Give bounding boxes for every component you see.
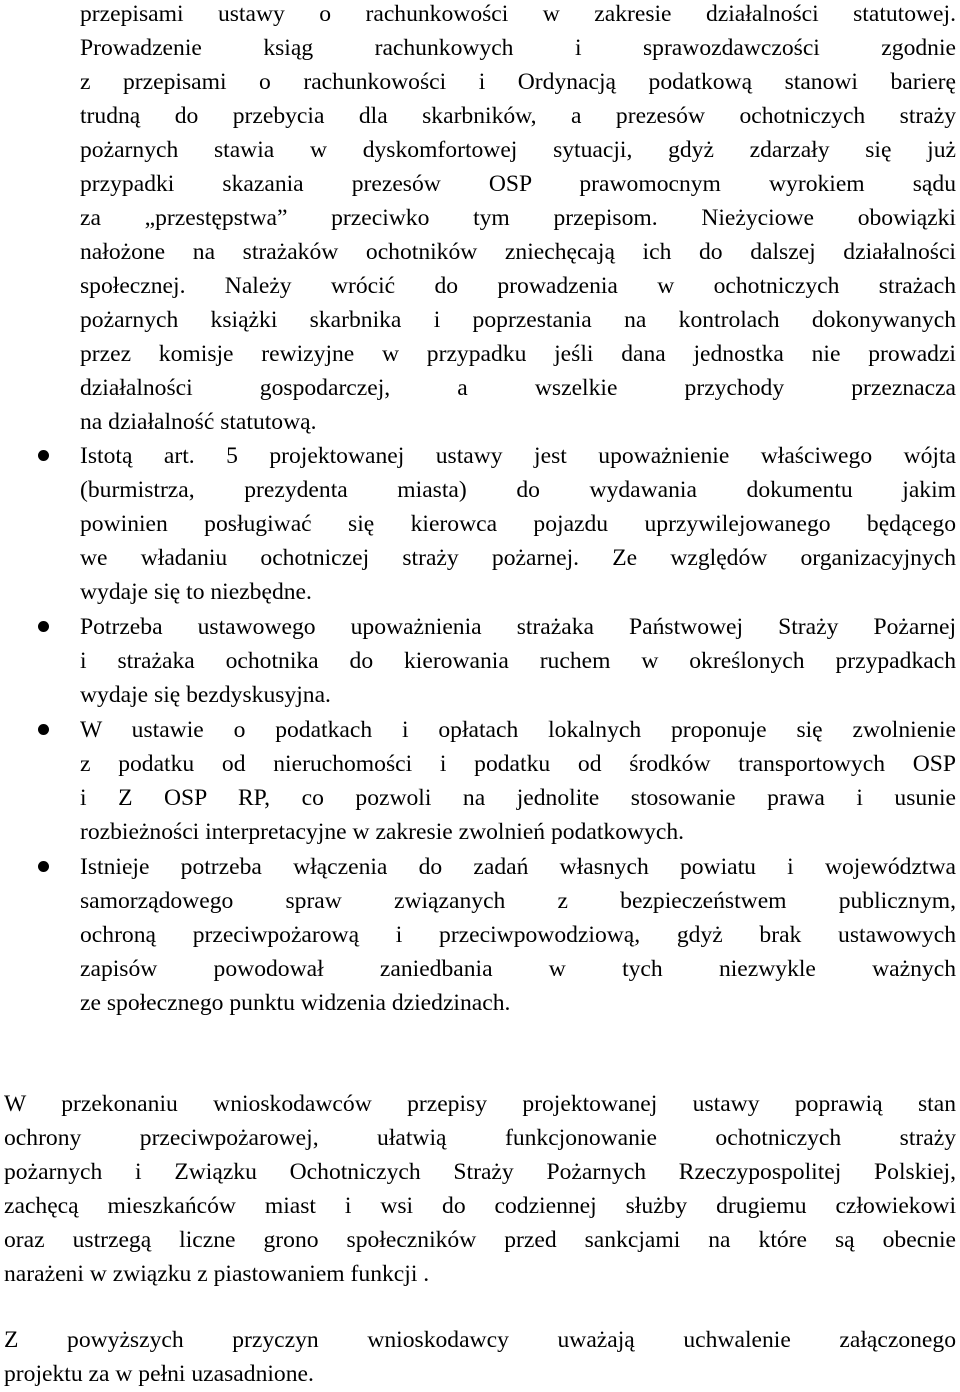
bullet-line: Istotą art. 5 projektowanej ustawy jest upoważnienie właściwego wójta [80, 443, 956, 469]
bullet-line: wydaje się to niezbędne. [80, 579, 312, 605]
paragraph-line: trudną do przebycia dla skarbników, a prezesów ochotniczych straży [80, 103, 956, 129]
bullet-line: powinien posługiwać się kierowca pojazdu uprzywilejowanego będącego [80, 511, 956, 537]
paragraph-line: Prowadzenie ksiąg rachunkowych i sprawozdawczości zgodnie [80, 35, 956, 61]
paragraph-line: za „przestępstwa” przeciwko tym przepisom. Nieżyciowe obowiązki [80, 205, 956, 231]
paragraph-line: z przepisami o rachunkowości i Ordynacją podatkową stanowi barierę [80, 69, 956, 95]
bullet-icon [38, 450, 49, 461]
paragraph-line: pożarnych książki skarbnika i poprzestania na kontrolach dokonywanych [80, 307, 956, 333]
bullet-line: i Z OSP RP, co pozwoli na jednolite stosowanie prawa i usunie [80, 785, 956, 811]
bullet-line: Potrzeba ustawowego upoważnienia strażaka Państwowej Straży Pożarnej [80, 614, 956, 640]
paragraph-line: Z powyższych przyczyn wnioskodawcy uważają uchwalenie załączonego [4, 1327, 956, 1353]
paragraph-line: narażeni w związku z piastowaniem funkcji . [4, 1261, 430, 1287]
paragraph-line: przypadki skazania prezesów OSP prawomocnym wyrokiem sądu [80, 171, 956, 197]
bullet-line: rozbieżności interpretacyjne w zakresie zwolnień podatkowych. [80, 819, 685, 845]
bullet-line: ze społecznego punktu widzenia dziedzinach. [80, 990, 511, 1016]
paragraph-line: oraz ustrzegą liczne grono społeczników przed sankcjami na które są obecnie [4, 1227, 956, 1253]
bullet-line: z podatku od nieruchomości i podatku od środków transportowych OSP [80, 751, 956, 777]
bullet-line: Istnieje potrzeba włączenia do zadań własnych powiatu i województwa [80, 854, 956, 880]
paragraph-line: zachęcą mieszkańców miast i wsi do codziennej służby drugiemu człowiekowi [4, 1193, 956, 1219]
paragraph-line: pożarnych i Związku Ochotniczych Straży Pożarnych Rzeczypospolitej Polskiej, [4, 1159, 956, 1185]
paragraph-line: działalności gospodarczej, a wszelkie przychody przeznacza [80, 375, 956, 401]
bullet-line: (burmistrza, prezydenta miasta) do wydawania dokumentu jakim [80, 477, 956, 503]
bullet-line: zapisów powodował zaniedbania w tych niezwykle ważnych [80, 956, 956, 982]
bullet-line: we władaniu ochotniczej straży pożarnej. Ze względów organizacyjnych [80, 545, 956, 571]
paragraph-line: ochrony przeciwpożarowej, ułatwią funkcjonowanie ochotniczych straży [4, 1125, 956, 1151]
bullet-icon [38, 861, 49, 872]
bullet-line: ochroną przeciwpożarową i przeciwpowodziową, gdyż brak ustawowych [80, 922, 956, 948]
paragraph-line: społecznej. Należy wrócić do prowadzenia w ochotniczych strażach [80, 273, 956, 299]
bullet-line: samorządowego spraw związanych z bezpieczeństwem publicznym, [80, 888, 956, 914]
bullet-line: i strażaka ochotnika do kierowania ruchem w określonych przypadkach [80, 648, 956, 674]
paragraph-line: projektu za w pełni uzasadnione. [4, 1361, 314, 1387]
paragraph-line: na działalność statutową. [80, 409, 317, 435]
paragraph-line: przez komisje rewizyjne w przypadku jeśli dana jednostka nie prowadzi [80, 341, 956, 367]
paragraph-line: nałożone na strażaków ochotników zniechęcają ich do dalszej działalności [80, 239, 956, 265]
paragraph-line: pożarnych stawia w dyskomfortowej sytuacji, gdyż zdarzały się już [80, 137, 956, 163]
paragraph-line: W przekonaniu wnioskodawców przepisy projektowanej ustawy poprawią stan [4, 1091, 956, 1117]
bullet-line: W ustawie o podatkach i opłatach lokalnych proponuje się zwolnienie [80, 717, 956, 743]
bullet-icon [38, 621, 49, 632]
bullet-icon [38, 724, 49, 735]
bullet-line: wydaje się bezdyskusyjna. [80, 682, 331, 708]
paragraph-line: przepisami ustawy o rachunkowości w zakresie działalności statutowej. [80, 1, 956, 27]
